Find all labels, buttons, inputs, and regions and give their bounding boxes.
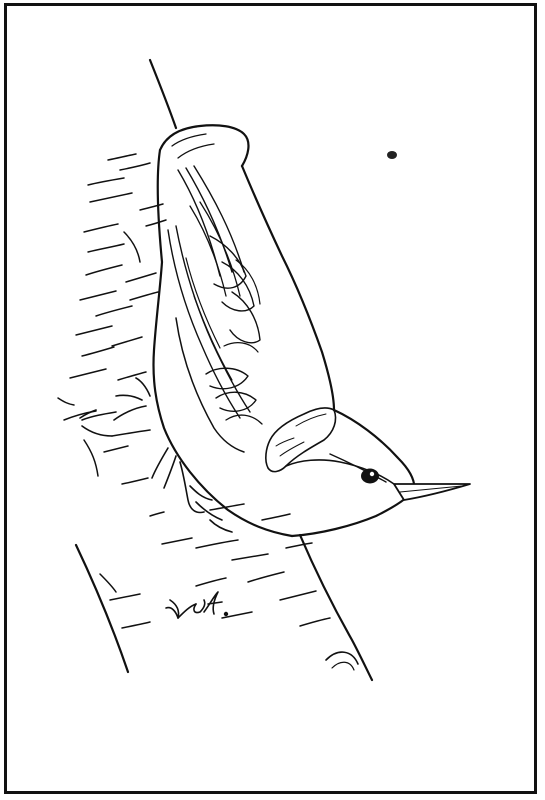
ink-spot (387, 151, 397, 159)
bird-eye (361, 469, 379, 484)
artist-signature (166, 592, 227, 618)
nuthatch-bird (153, 125, 470, 536)
bark-texture (58, 154, 330, 628)
